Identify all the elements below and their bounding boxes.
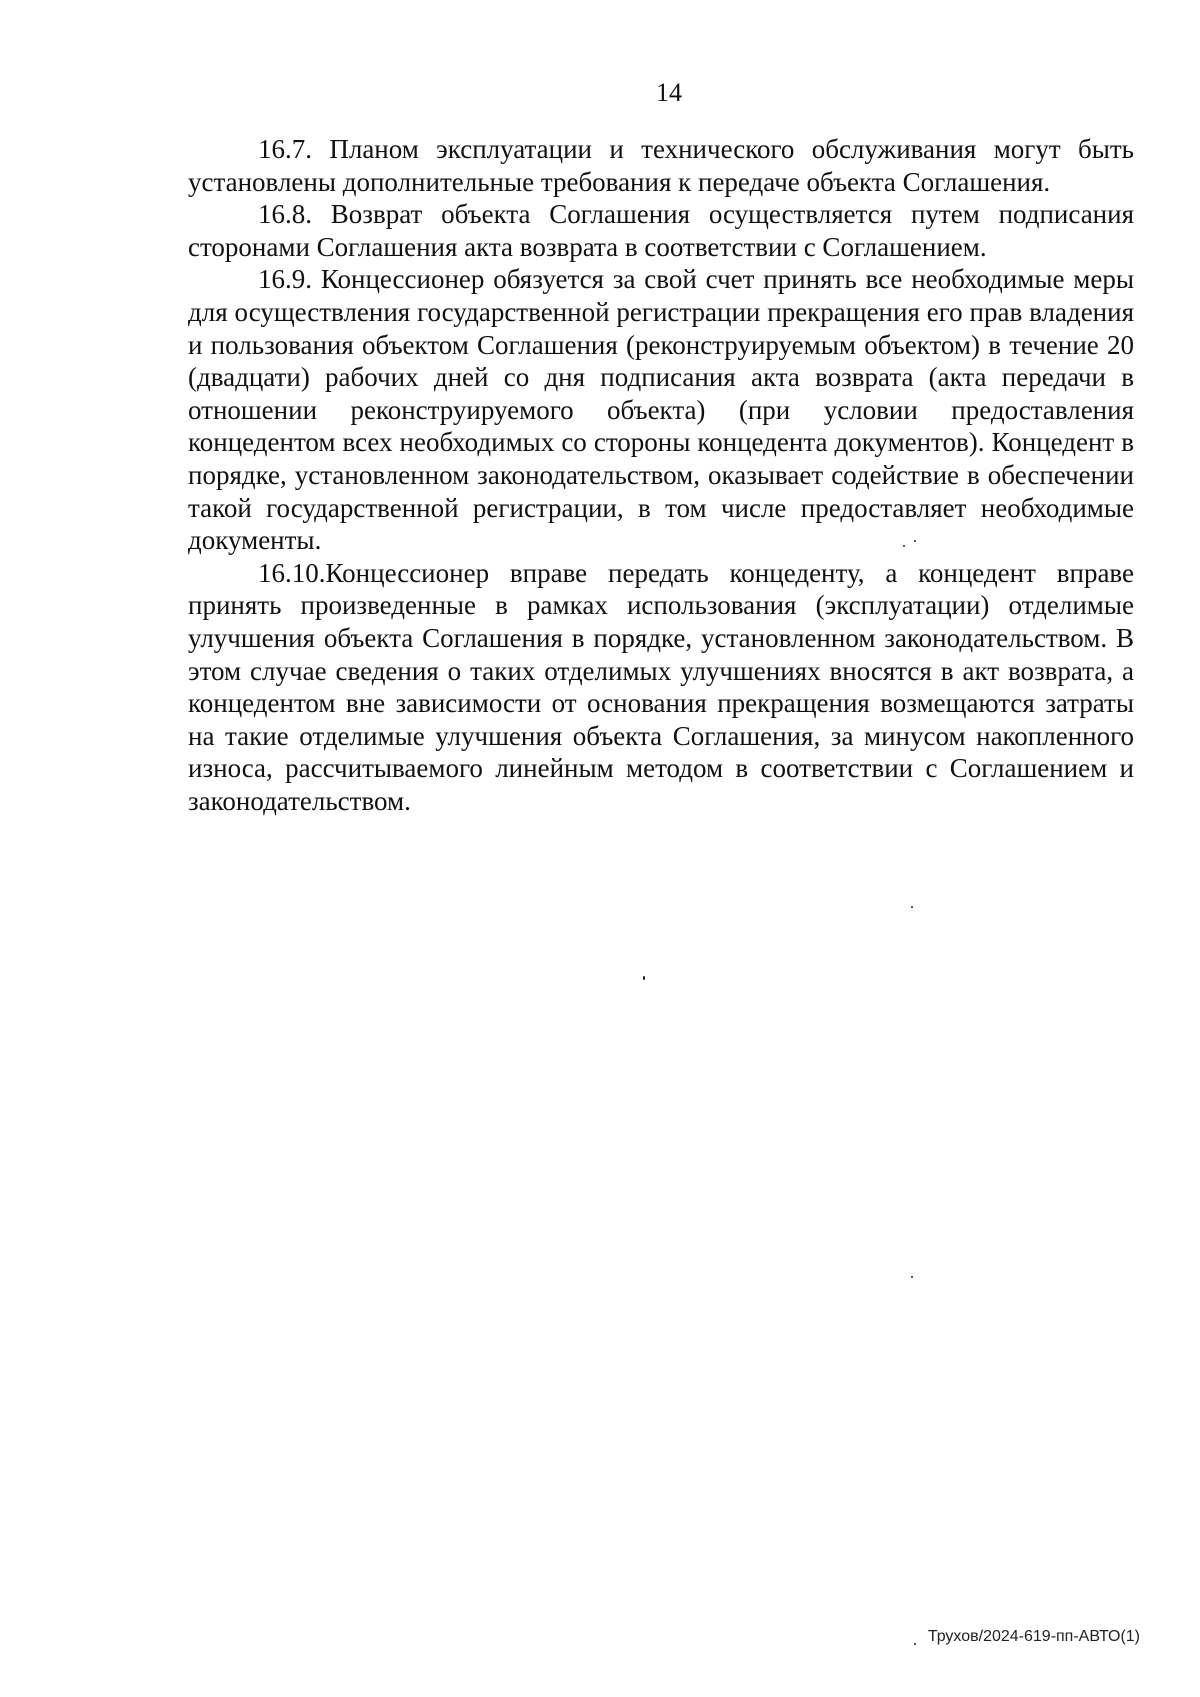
document-reference: Трухов/2024-619-пп-АВТО(1) [927,1628,1140,1645]
paragraph-16-10: 16.10.Концессионер вправе передать концеденту, а концедент вправе принять произведенные в рамках использования (эксплуатации) отделимые улучшения объекта Соглашения в порядке, установленном законодательством. В этом случае сведения о таких отделимых улучшениях вносятся в акт возврата, а концедентом вне зависимости от основания прекращения возмещаются затраты на такие отделимые улучшения объекта Соглашения, за минусом накопленного износа, рассчитываемого линейным методом в соответствии с Соглашением и законодательством. [188,557,1134,816]
scan-speck [914,540,916,542]
paragraph-16-7: 16.7. Планом эксплуатации и технического обслуживания могут быть установлены дополнительные требования к передаче объекта Соглашения. [188,134,1134,197]
paragraph-16-9: 16.9. Концессионер обязуется за свой счет принять все необходимые меры для осуществления государственной регистрации прекращения его прав владения и пользования объектом Соглашения (реконструируемым объектом) в течение 20 (двадцати) рабочих дней со дня подписания акта возврата (акта передачи в отношении реконструируемого объекта) (при условии предоставления концедентом всех необходимых со стороны концедента документов). Концедент в порядке, установленном законодательством, оказывает содействие в обеспечении такой государственной регистрации, в том числе предоставляет необходимые документы. [188,264,1134,556]
scan-speck [914,1643,916,1645]
paragraph-16-8: 16.8. Возврат объекта Соглашения осуществляется путем подписания сторонами Соглашения акта возврата в соответствии с Соглашением. [188,199,1134,262]
page-number: 14 [656,78,682,107]
scan-speck [643,976,645,980]
scan-speck [911,906,913,908]
document-body [188,133,1134,817]
scan-speck [903,545,905,547]
scan-speck [911,1276,913,1278]
